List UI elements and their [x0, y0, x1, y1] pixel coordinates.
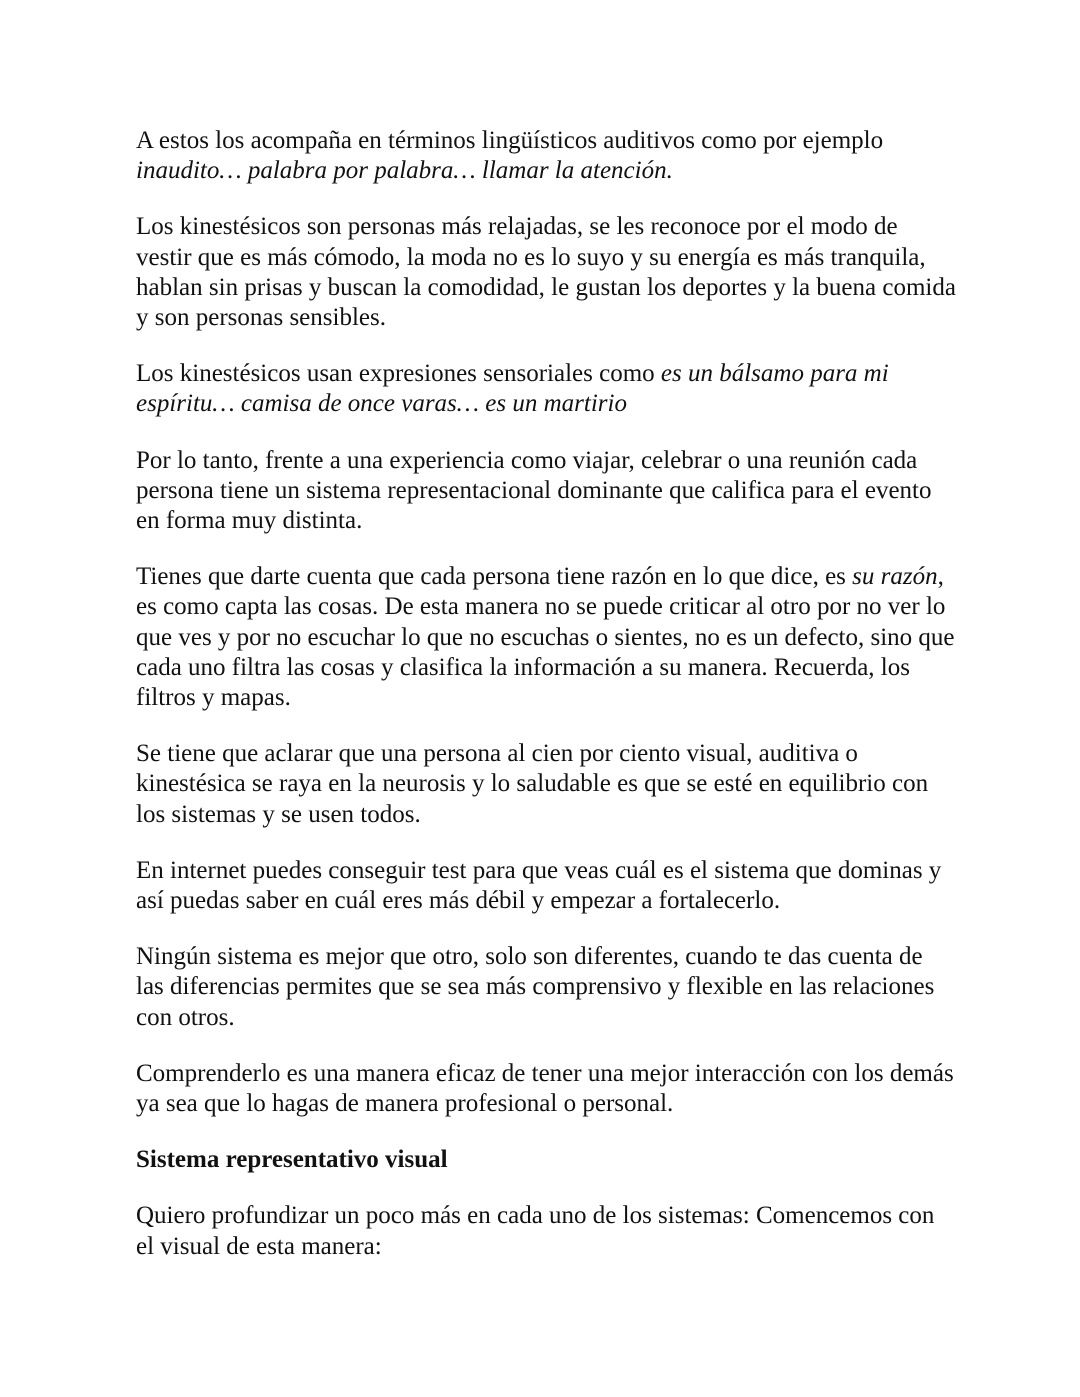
heading-text: Sistema representativo visual [136, 1146, 448, 1174]
paragraph-each-person-reason [136, 562, 956, 713]
paragraph-dominant-system [136, 446, 956, 537]
text-run: Por lo tanto, frente a una experiencia como viajar, celebrar o una reunión cada persona tiene un sistema representacional dominante que califica para el evento en forma muy distinta. [136, 446, 932, 535]
paragraph-auditory-expressions [136, 126, 956, 186]
paragraph-understanding [136, 1059, 956, 1119]
paragraph-internet-test [136, 856, 956, 916]
paragraph-no-system-better [136, 942, 956, 1033]
text-run-italic: inaudito… palabra por palabra… llamar la atención. [136, 157, 673, 185]
document-page [136, 126, 956, 1288]
section-heading [136, 1145, 956, 1175]
paragraph-kinesthetic-expressions [136, 359, 956, 419]
paragraph-balance [136, 739, 956, 830]
text-run: Comprenderlo es una manera eficaz de tener una mejor interacción con los demás ya sea que lo hagas de manera profesional o personal. [136, 1059, 954, 1118]
text-run: En internet puedes conseguir test para que veas cuál es el sistema que dominas y así puedas saber en cuál eres más débil y empezar a fortalecerlo. [136, 856, 942, 915]
paragraph-visual-intro [136, 1201, 956, 1261]
text-run: Ningún sistema es mejor que otro, solo son diferentes, cuando te das cuenta de las diferencias permites que se sea más comprensivo y flexible en las relaciones con otros. [136, 943, 935, 1031]
text-run: A estos los acompaña en términos lingüísticos auditivos como por ejemplo [136, 127, 884, 154]
text-run-italic: su razón [852, 563, 938, 591]
text-run: Quiero profundizar un poco más en cada uno de los sistemas: Comencemos con el visual de esta manera: [136, 1202, 935, 1260]
text-run: Se tiene que aclarar que una persona al cien por ciento visual, auditiva o kinestésica se raya en la neurosis y lo saludable es que se esté en equilibrio con los sistemas y se usen todos. [136, 740, 929, 828]
text-run: Tienes que darte cuenta que cada persona tiene razón en lo que dice, es [136, 563, 853, 591]
text-run: Los kinestésicos usan expresiones sensoriales como [136, 360, 661, 388]
text-run-italic: es un bálsamo para mi espíritu… camisa de once varas… es un martirio [136, 360, 889, 418]
paragraph-kinesthetic-description [136, 212, 956, 333]
text-run: Los kinestésicos son personas más relajadas, se les reconoce por el modo de vestir que es más cómodo, la moda no es lo suyo y su energía es más tranquila, hablan sin prisas y buscan la comodidad, le gustan los deportes y la buena comida y son personas sensibles. [136, 213, 956, 332]
text-run: , es como capta las cosas. De esta manera no se puede criticar al otro por no ver lo que ves y por no escuchar lo que no escuchas o sientes, no es un defecto, sino que cada uno filtra las cosas y clasifica la información a su manera. Recuerda, los filtros y mapas. [136, 563, 955, 712]
